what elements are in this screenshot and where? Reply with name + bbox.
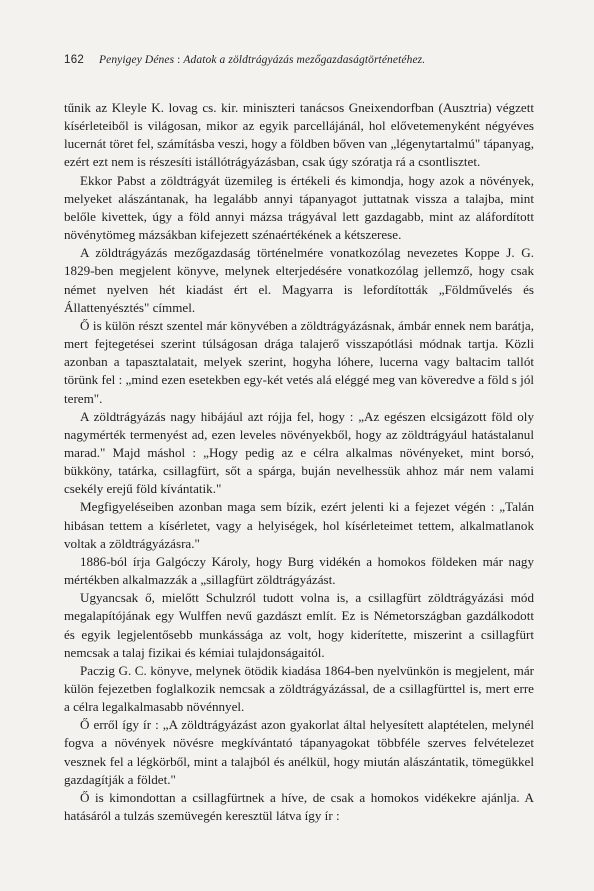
paragraph: A zöldtrágyázás nagy hibájául azt rójja fel, hogy : „Az egészen elcsigázott föld oly nagymérték termenyést ad, ezen leveles növényekből, hogy az zöldtrágyául hatástalanul marad." Majd máshol : „Hogy pedig az e célra alkalmas növényeket, mint borsó, bükköny, tatárka, csillagfürt, sőt a spárga, buján nevelhessük ahhoz már nem valami csekély erejű föld kívántatik."	[64, 408, 534, 497]
paragraph: Paczig G. C. könyve, melynek ötödik kiadása 1864-ben nyelvünkön is megjelent, már külön fejezetben foglalkozik nemcsak a zöldtrágyázással, de a csillagfürttel is, mert erre a célra legalkalmasabb növénnyel.	[64, 662, 534, 715]
running-head	[99, 53, 425, 67]
page-number: 162	[64, 54, 85, 66]
paragraph: Megfigyeléseiben azonban maga sem bízik, ezért jelenti ki a fejezet végén : „Talán hibásan tettem a kísérletet, vagy a helyiségek, hol kísérleteimet tettem, alkalmatlanok voltak a zöldtrágyázásra."	[64, 499, 534, 551]
paragraph: Ő is kimondottan a csillagfürtnek a híve, de csak a homokos vidékekre ajánlja. A hatásáról a tulzás szemüvegén keresztül látva így ír :	[64, 789, 534, 824]
body-text	[64, 99, 534, 825]
paragraph: 1886-ból írja Galgóczy Károly, hogy Burg vidékén a homokos földeken már nagy mértékben alkalmazzák a „sillagfürt zöldtrágyázást.	[64, 553, 534, 588]
running-head-title: Adatok a zöldtrágyázás mezőgazdaságtörténetéhez.	[183, 54, 426, 66]
page-header	[64, 53, 534, 67]
paragraph: Ekkor Pabst a zöldtrágyát üzemileg is értékeli és kimondja, hogy azok a növények, melyeket alászántanak, ha legalább annyi tápanyagot juttatnak vissza a talajba, mint belőle kivettek, úgy a föld annyi mázsa trágyával lett gazdagabb, mint az aláfordított növénytömeg mázsákban kifejezett szénaértékének a kétszerese.	[64, 172, 534, 243]
paragraph: Ugyancsak ő, mielőtt Schulzról tudott volna is, a csillagfürt zöldtrágyázási mód megalapítójának egy Wulffen nevű gazdászt említ. Ez is Németországban gazdálkodott és egyik legjelentősebb munkássága az volt, hogy kiderítette, miszerint a csillagfürt nemcsak a talaj fizikai és kémiai tulajdonságaitól.	[64, 590, 534, 660]
paragraph: Ő is külön részt szentel már könyvében a zöldtrágyázásnak, ámbár ennek nem barátja, mert fejtegetései szerint túlságosan drága talajerő visszapótlási módnak tartja. Közli azonban a tapasztalatait, melyek szerint, hogyha lóhere, lucerna vagy baltacim tallót törünk fel : „mind ezen esetekben egy-két vetés alá eléggé meg van köveredve a föld s jól terem".	[64, 317, 534, 406]
running-head-separator: :	[174, 54, 184, 66]
paragraph: A zöldtrágyázás mezőgazdaság történelmére vonatkozólag nevezetes Koppe J. G. 1829-ben megjelent könyve, melynek elterjedésére vonatkozólag jellemző, hogy csak német nyelven hét kiadást ért el. Magyarra is lefordították „Földművelés és Állattenyésztés" címmel.	[64, 245, 534, 315]
running-head-author: Penyigey Dénes	[99, 54, 175, 66]
paragraph: Ő erről így ír : „A zöldtrágyázást azon gyakorlat által helyesített alaptételen, melynél fogva a növények növésre megkívántató tápanyagokat többféle szerves felvételezet vesznek fel a légkörből, mint a talajból és anélkül, hogy miután alászántatik, tömegükkel gazdagítják a földet."	[64, 717, 534, 787]
paragraph: tűnik az Kleyle K. lovag cs. kir. miniszteri tanácsos Gneixendorfban (Ausztria) végzett kísérleteiből is világosan, mikor az egyik parcellájánál, hol elővetemenyként négyéves lucernát töret fel, számításba veszi, hogy a földben bőven van „légenytartalmú" tápanyag, ezért ezt nem is részesíti istállótrágyázásban, csak úgy szóratja rá a csontlisztet.	[64, 100, 534, 170]
